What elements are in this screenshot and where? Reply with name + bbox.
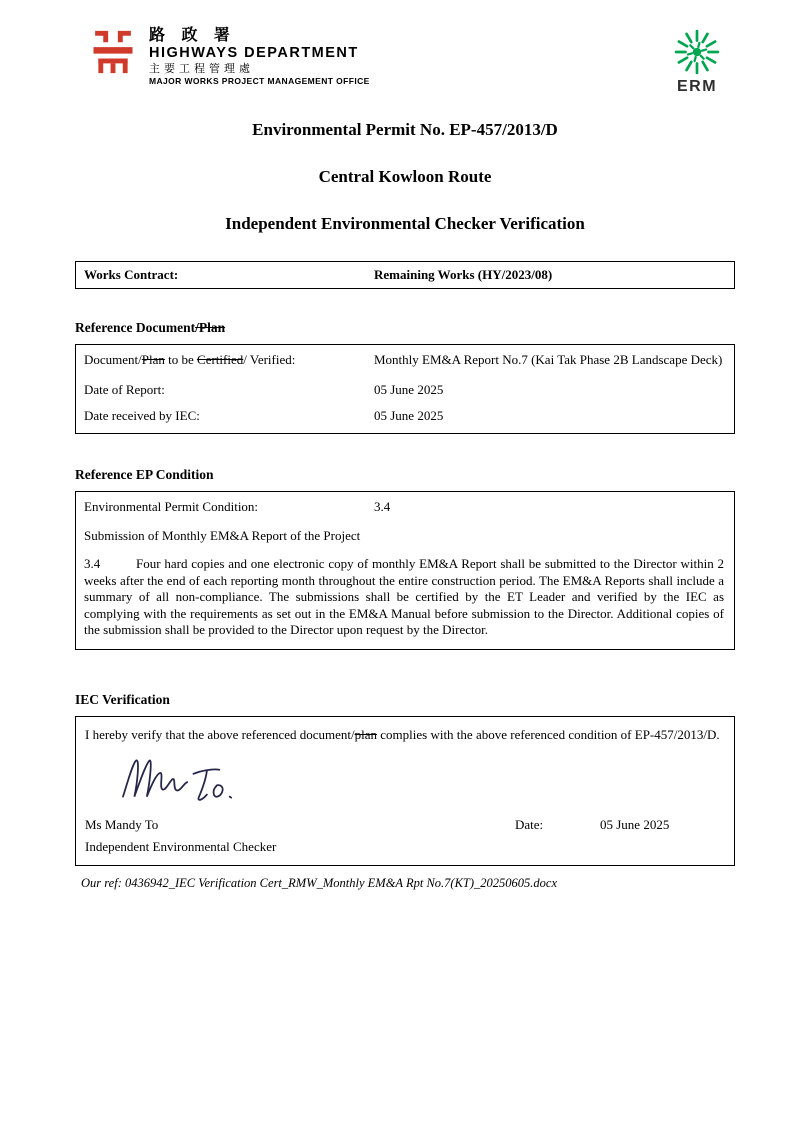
table-row <box>76 262 734 288</box>
reference-document-heading: Reference Document/Plan <box>75 320 226 335</box>
our-ref-line: Our ref: 0436942_IEC Verification Cert_RMW_Monthly EM&A Rpt No.7(KT)_20250605.docx <box>81 875 557 890</box>
page-header <box>87 26 729 96</box>
works-contract-value: Remaining Works (HY/2023/08) <box>374 267 553 282</box>
dept-name-chinese: 路 政 署 <box>149 27 236 44</box>
submission-line: Submission of Monthly EM&A Report of the Project <box>84 528 361 543</box>
table-row <box>76 347 734 377</box>
dept-name-english: HIGHWAYS DEPARTMENT <box>149 45 359 61</box>
date-received-label: Date received by IEC: <box>84 408 200 423</box>
document-titles <box>75 120 735 234</box>
date-of-report-value: 05 June 2025 <box>374 382 444 397</box>
date-of-report-label: Date of Report: <box>84 382 165 397</box>
reference-ep-heading: Reference EP Condition <box>75 467 214 482</box>
signer-name: Ms Mandy To <box>85 816 159 832</box>
table-row <box>76 377 734 403</box>
office-name-chinese: 主要工程管理處 <box>149 63 254 75</box>
project-title: Central Kowloon Route <box>318 167 492 186</box>
date-label: Date: <box>515 816 544 832</box>
table-row <box>76 403 734 429</box>
signer-title: Independent Environmental Checker <box>85 838 277 854</box>
ep-clause-paragraph <box>84 556 724 639</box>
highways-department-block <box>87 26 370 87</box>
date-value: 05 June 2025 <box>600 816 670 832</box>
highways-department-logo-icon <box>87 26 139 78</box>
ep-condition-value: 3.4 <box>374 499 391 514</box>
iec-verification-box <box>75 716 735 866</box>
works-contract-table <box>75 261 735 289</box>
clause-number: 3.4 <box>84 556 101 571</box>
document-to-be-verified-label: Document/Plan to be Certified/ Verified: <box>84 352 296 367</box>
department-titles <box>149 26 370 87</box>
table-row <box>84 499 724 515</box>
erm-logo-icon <box>673 28 721 76</box>
erm-wordmark: ERM <box>676 78 718 95</box>
erm-logo-block <box>673 28 721 96</box>
permit-number-title: Environmental Permit No. EP-457/2013/D <box>252 120 558 139</box>
date-received-value: 05 June 2025 <box>374 408 444 423</box>
verification-statement: I hereby verify that the above referenced document/plan complies with the above referenced condition of EP-457/2013/D. <box>85 726 720 742</box>
iec-verification-heading: IEC Verification <box>75 691 170 707</box>
document-to-be-verified-value: Monthly EM&A Report No.7 (Kai Tak Phase 2B Landscape Deck) <box>374 352 723 367</box>
ep-condition-box <box>75 491 735 650</box>
office-name-english: MAJOR WORKS PROJECT MANAGEMENT OFFICE <box>149 76 370 86</box>
signature-row <box>85 817 724 833</box>
works-contract-label: Works Contract: <box>84 267 179 282</box>
ep-condition-label: Environmental Permit Condition: <box>84 499 259 514</box>
signature <box>91 749 271 807</box>
verification-title: Independent Environmental Checker Verification <box>225 214 585 233</box>
clause-text: Four hard copies and one electronic copy of monthly EM&A Report shall be submitted to the Director within 2 weeks after the end of each reporting month throughout the entire construction period. The EM&A Reports shall include a summary of all non-compliance. The submissions shall be certified by the ET Leader and verified by the IEC as complying with the requirements as set out in the EM&A Manual before submission to the Director. Additional copies of the submission shall be provided to the Director upon request by the Director. <box>84 556 724 637</box>
reference-document-table <box>75 344 735 434</box>
